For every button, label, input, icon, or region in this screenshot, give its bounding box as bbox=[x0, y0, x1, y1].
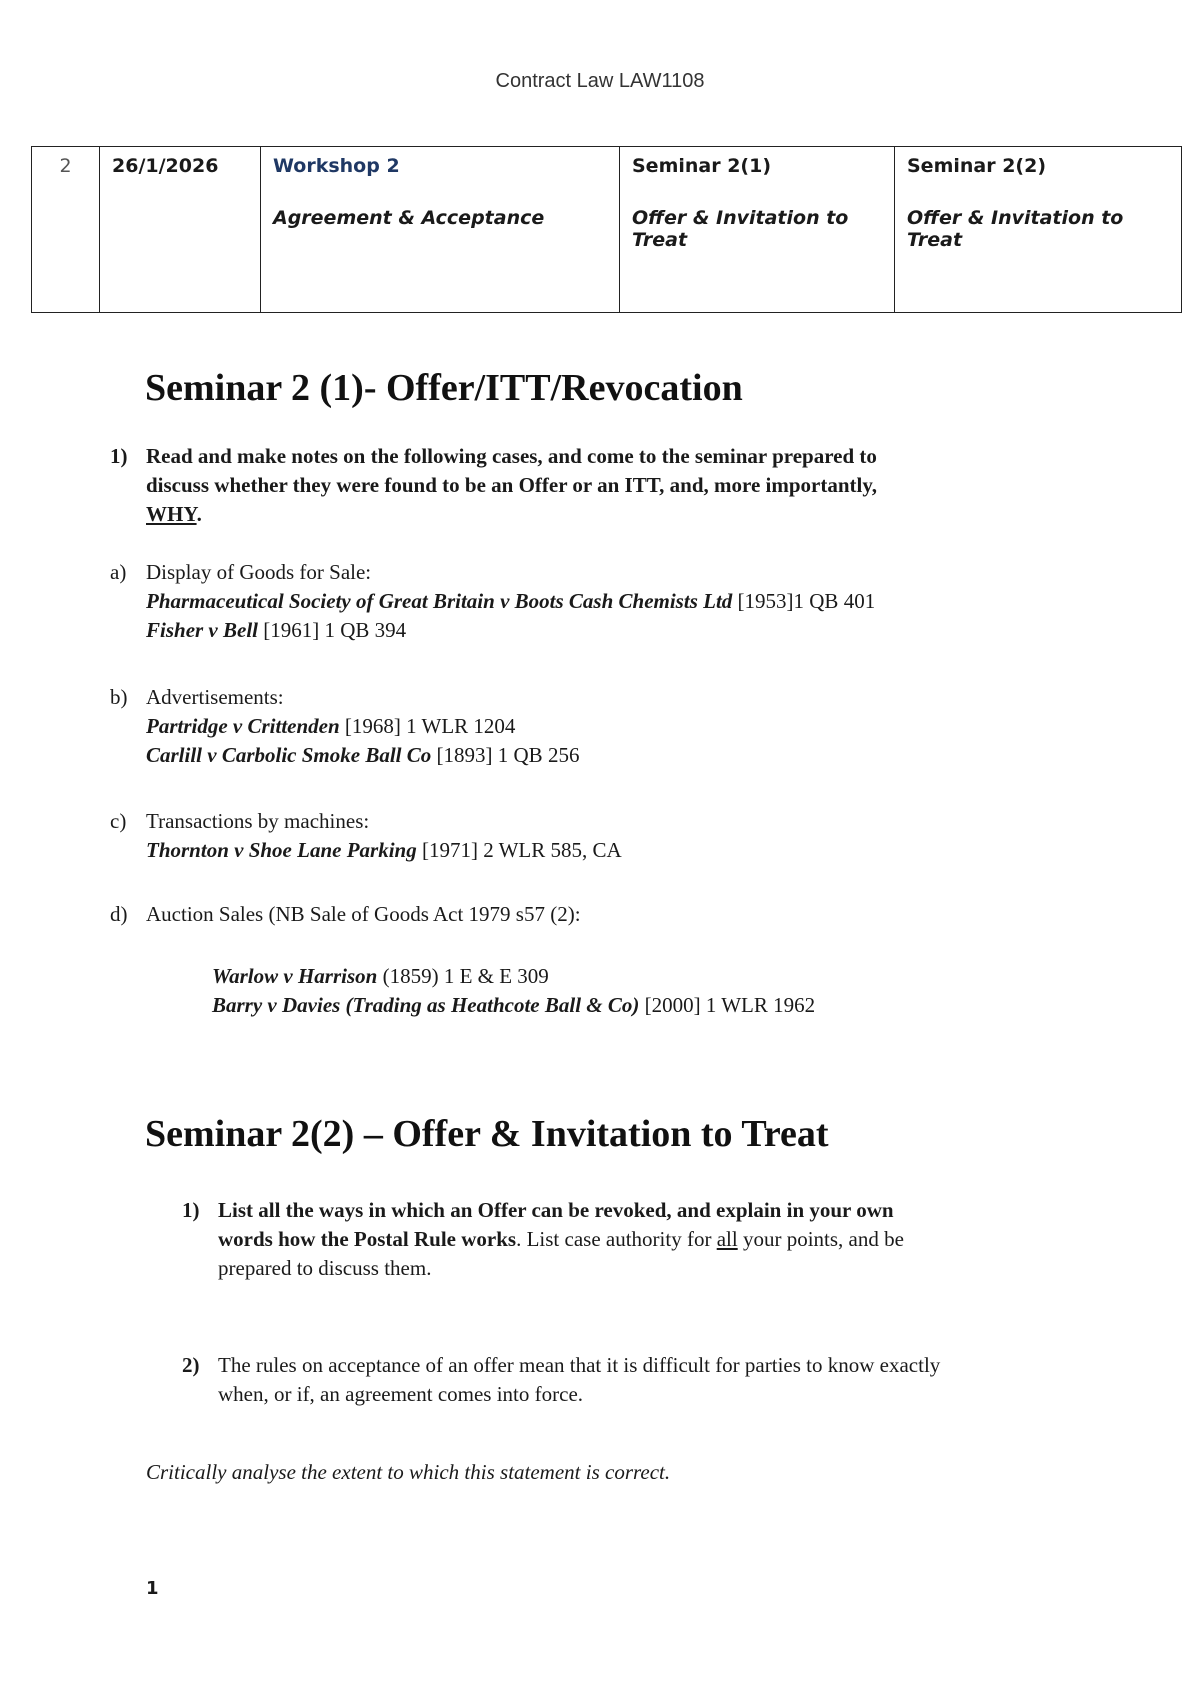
case-citation: (1859) 1 E & E 309 bbox=[377, 964, 549, 988]
seminar1-cell bbox=[620, 147, 895, 313]
case-entry bbox=[146, 616, 1070, 645]
seminar2-title: Seminar 2(2) bbox=[907, 155, 1047, 177]
question-text: your points, and be bbox=[737, 1227, 904, 1251]
question-line: when, or if, an agreement comes into force. bbox=[218, 1382, 584, 1406]
critical-analysis-instruction: Critically analyse the extent to which this statement is correct. bbox=[146, 1460, 671, 1484]
case-entry bbox=[212, 962, 1072, 991]
seminar1-topic-line1: Offer & Invitation to bbox=[632, 207, 849, 229]
group-title: Transactions by machines: bbox=[146, 809, 370, 833]
case-citation: [1968] 1 WLR 1204 bbox=[339, 714, 516, 738]
question-underline: all bbox=[716, 1227, 738, 1251]
workshop-title: Workshop 2 bbox=[273, 155, 400, 177]
question-label: 2) bbox=[182, 1353, 200, 1377]
seminar2-cell bbox=[895, 147, 1182, 313]
case-entry bbox=[146, 741, 1070, 770]
case-entry bbox=[146, 836, 1070, 865]
task-line: Read and make notes on the following cases, and come to the seminar prepared to bbox=[146, 444, 877, 468]
seminar1-title: Seminar 2(1) bbox=[632, 155, 772, 177]
group-label: c) bbox=[110, 809, 127, 833]
group-title: Advertisements: bbox=[146, 685, 284, 709]
group-title: Display of Goods for Sale: bbox=[146, 560, 372, 584]
group-title: Auction Sales (NB Sale of Goods Act 1979 s57 (2): bbox=[146, 902, 581, 926]
table-row bbox=[32, 147, 1182, 313]
question-line: List all the ways in which an Offer can be revoked, and explain in your own bbox=[218, 1198, 894, 1222]
case-name: Carlill v Carbolic Smoke Ball Co bbox=[146, 743, 432, 767]
seminar2-heading: Seminar 2(2) – Offer & Invitation to Treat bbox=[145, 1113, 829, 1155]
seminar1-topic-line2: Treat bbox=[632, 229, 688, 251]
case-citation: [1961] 1 QB 394 bbox=[258, 618, 407, 642]
case-group-b bbox=[110, 683, 1070, 770]
case-citation: [2000] 1 WLR 1962 bbox=[639, 993, 816, 1017]
workshop-topic: Agreement & Acceptance bbox=[273, 207, 545, 229]
page-number: 1 bbox=[146, 1578, 159, 1599]
workshop-cell bbox=[261, 147, 620, 313]
task-emphasis: WHY bbox=[146, 502, 197, 526]
case-group-d bbox=[110, 900, 1070, 929]
question-line: prepared to discuss them. bbox=[218, 1256, 432, 1280]
case-citation: [1893] 1 QB 256 bbox=[431, 743, 580, 767]
seminar1-heading: Seminar 2 (1)- Offer/ITT/Revocation bbox=[145, 367, 743, 409]
case-group-c bbox=[110, 807, 1070, 865]
seminar2-question-2 bbox=[182, 1351, 1082, 1409]
case-entry bbox=[212, 991, 1072, 1020]
question-text: . List case authority for bbox=[516, 1227, 717, 1251]
group-label: d) bbox=[110, 902, 128, 926]
auction-cases bbox=[212, 962, 1072, 1020]
session-date: 26/1/2026 bbox=[112, 155, 219, 177]
task-line: discuss whether they were found to be an Offer or an ITT, and, more importantly, bbox=[146, 473, 877, 497]
case-name: Thornton v Shoe Lane Parking bbox=[146, 838, 417, 862]
task-label: 1) bbox=[110, 444, 128, 468]
group-label: a) bbox=[110, 560, 127, 584]
question-bold: words how the Postal Rule works bbox=[218, 1227, 517, 1251]
seminar1-task bbox=[110, 442, 1070, 529]
document-header-title: Contract Law LAW1108 bbox=[495, 70, 705, 92]
case-entry bbox=[146, 587, 1070, 616]
date-cell bbox=[100, 147, 261, 313]
seminar2-question-1 bbox=[182, 1196, 1082, 1283]
case-name: Warlow v Harrison bbox=[212, 964, 378, 988]
case-group-a bbox=[110, 558, 1070, 645]
case-citation: [1953]1 QB 401 bbox=[732, 589, 876, 613]
question-line: The rules on acceptance of an offer mean that it is difficult for parties to know exactly bbox=[218, 1353, 941, 1377]
case-entry bbox=[146, 712, 1070, 741]
case-name: Fisher v Bell bbox=[146, 618, 259, 642]
seminar2-topic: Offer & Invitation to Treat bbox=[907, 207, 1124, 251]
schedule-table bbox=[31, 146, 1182, 313]
case-citation: [1971] 2 WLR 585, CA bbox=[416, 838, 622, 862]
group-label: b) bbox=[110, 685, 128, 709]
case-name: Barry v Davies (Trading as Heathcote Ball & Co) bbox=[212, 993, 640, 1017]
week-cell bbox=[32, 147, 100, 313]
case-name: Partridge v Crittenden bbox=[146, 714, 340, 738]
question-label: 1) bbox=[182, 1198, 200, 1222]
week-number: 2 bbox=[59, 155, 72, 177]
case-name: Pharmaceutical Society of Great Britain v Boots Cash Chemists Ltd bbox=[146, 589, 733, 613]
task-end: . bbox=[196, 502, 202, 526]
